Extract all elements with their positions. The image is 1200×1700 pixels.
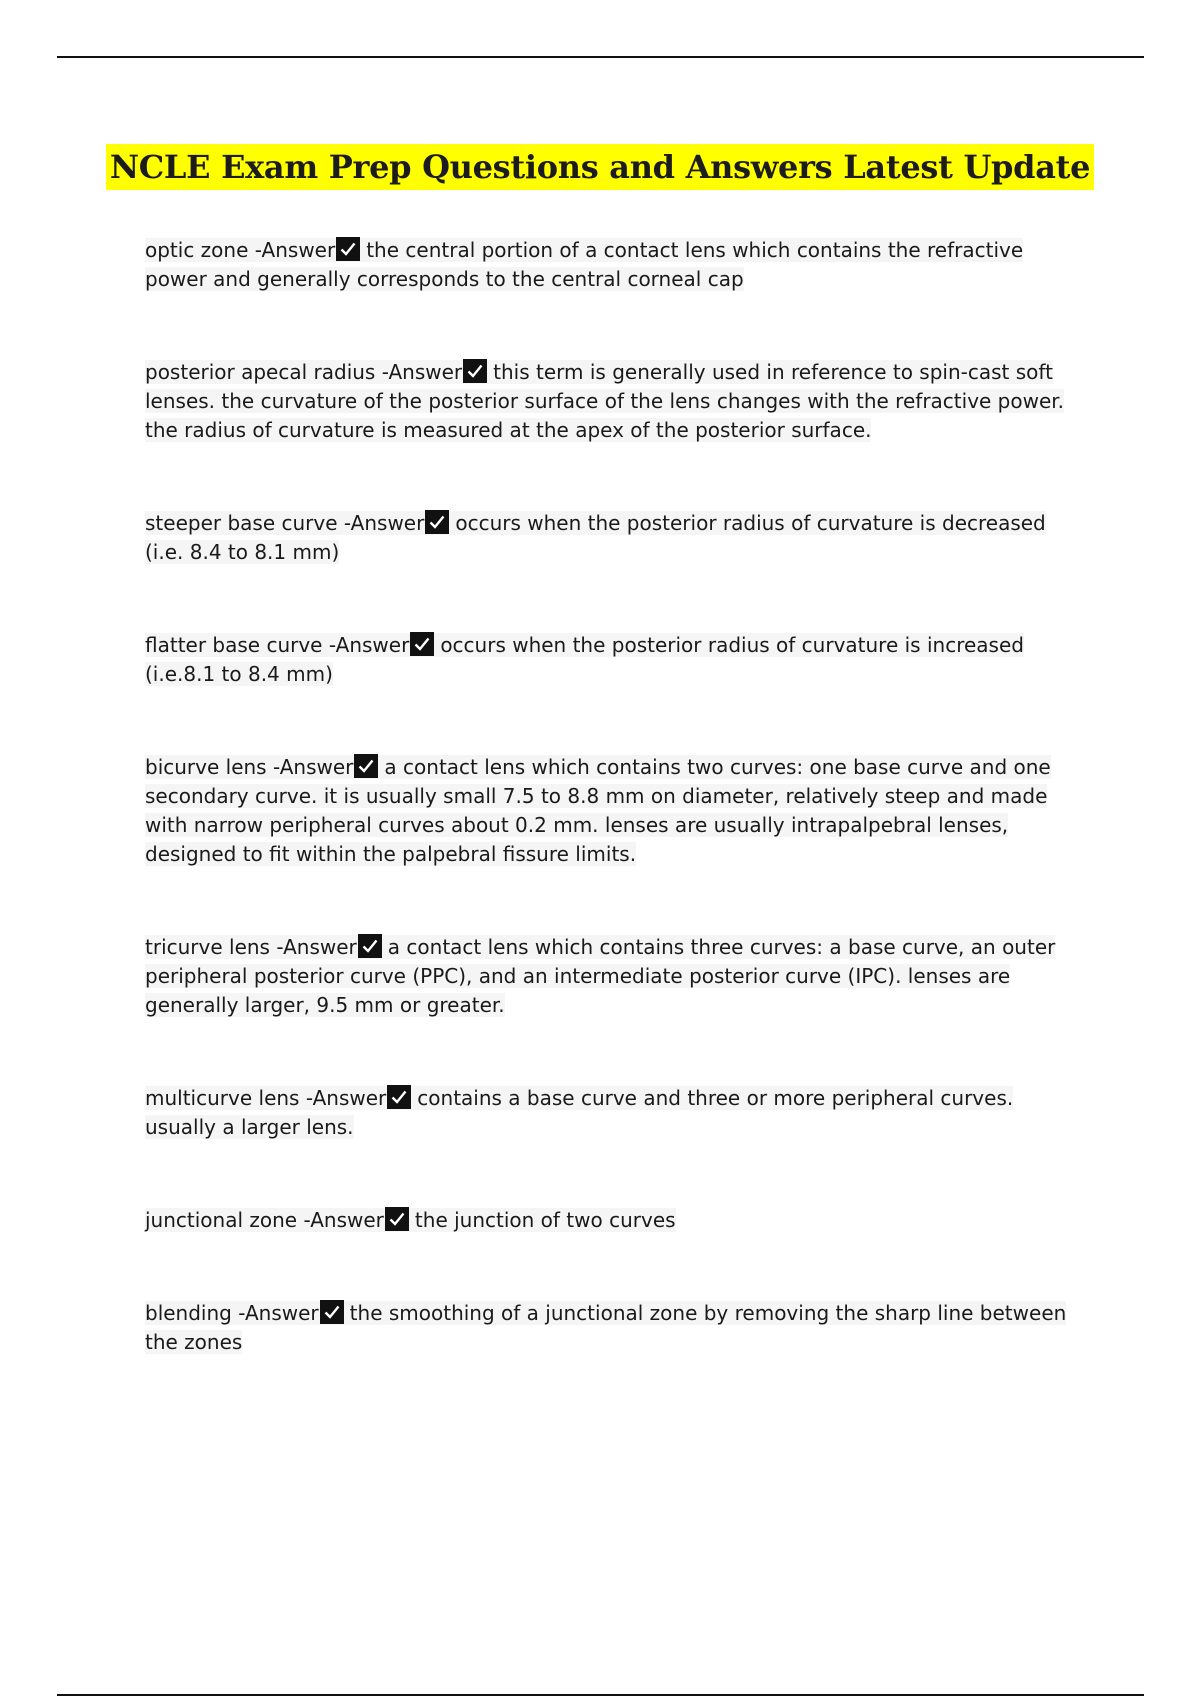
entry-definition: the smoothing of a junctional zone by removing the sharp line between the zones [145,1301,1067,1354]
qa-entry [145,1206,1085,1235]
qa-entry [145,933,1085,1020]
entry-term: junctional zone [145,1208,298,1232]
qa-entry [145,509,1085,567]
answer-marker: -Answer [272,755,354,779]
answer-marker: -Answer [381,360,463,384]
entry-definition: contains a base curve and three or more peripheral curves. usually a larger lens. [145,1086,1014,1139]
answer-marker: -Answer [303,1208,384,1232]
qa-entry [145,753,1085,869]
answer-marker: -Answer [343,511,425,535]
title-container [0,144,1200,190]
check-box-icon [425,510,449,534]
entry-term: blending [145,1301,232,1325]
check-box-icon [385,1207,409,1231]
entry-definition: a contact lens which contains two curves: one base curve and one secondary curve. it is usually small 7.5 to 8.8 mm on diameter, relatively steep and made with narrow peripheral curves about 0.2 mm. lenses are usually intrapalpebral lenses, designed to fit within the palpebral fissure limits. [145,755,1051,866]
entry-definition: occurs when the posterior radius of curvature is decreased (i.e. 8.4 to 8.1 mm) [145,511,1046,564]
top-rule [57,56,1144,58]
entry-definition: a contact lens which contains three curves: a base curve, an outer peripheral posterior curve (PPC), and an intermediate posterior curve (IPC). lenses are generally larger, 9.5 mm or greater. [145,935,1056,1017]
qa-entry [145,631,1085,689]
entry-definition: occurs when the posterior radius of curvature is increased (i.e.8.1 to 8.4 mm) [145,633,1024,686]
answer-marker: -Answer [254,238,336,262]
bottom-rule [57,1694,1144,1696]
entry-term: bicurve lens [145,755,267,779]
check-box-icon [358,934,382,958]
entry-term: flatter base curve [145,633,323,657]
entry-term: tricurve lens [145,935,270,959]
check-box-icon [410,632,434,656]
entry-definition: the central portion of a contact lens which contains the refractive power and generally corresponds to the central corneal cap [145,238,1024,291]
entry-term: steeper base curve [145,511,338,535]
check-box-icon [463,359,487,383]
entry-term: optic zone [145,238,249,262]
answer-marker: -Answer [305,1086,387,1110]
answer-marker: -Answer [276,935,357,959]
check-box-icon [354,754,378,778]
entry-term: multicurve lens [145,1086,300,1110]
qa-entry [145,1299,1085,1357]
answer-marker: -Answer [328,633,410,657]
qa-entries [145,236,1085,1421]
check-box-icon [336,237,360,261]
document-title: NCLE Exam Prep Questions and Answers Latest Update [106,144,1094,190]
qa-entry [145,1084,1085,1142]
entry-term: posterior apecal radius [145,360,376,384]
check-box-icon [320,1300,344,1324]
qa-entry [145,236,1085,294]
answer-marker: -Answer [238,1301,319,1325]
check-box-icon [387,1085,411,1109]
entry-definition: this term is generally used in reference to spin-cast soft lenses. the curvature of the posterior surface of the lens changes with the refractive power. the radius of curvature is measured at the apex of the posterior surface. [145,360,1065,442]
entry-definition: the junction of two curves [414,1208,676,1232]
qa-entry [145,358,1085,445]
